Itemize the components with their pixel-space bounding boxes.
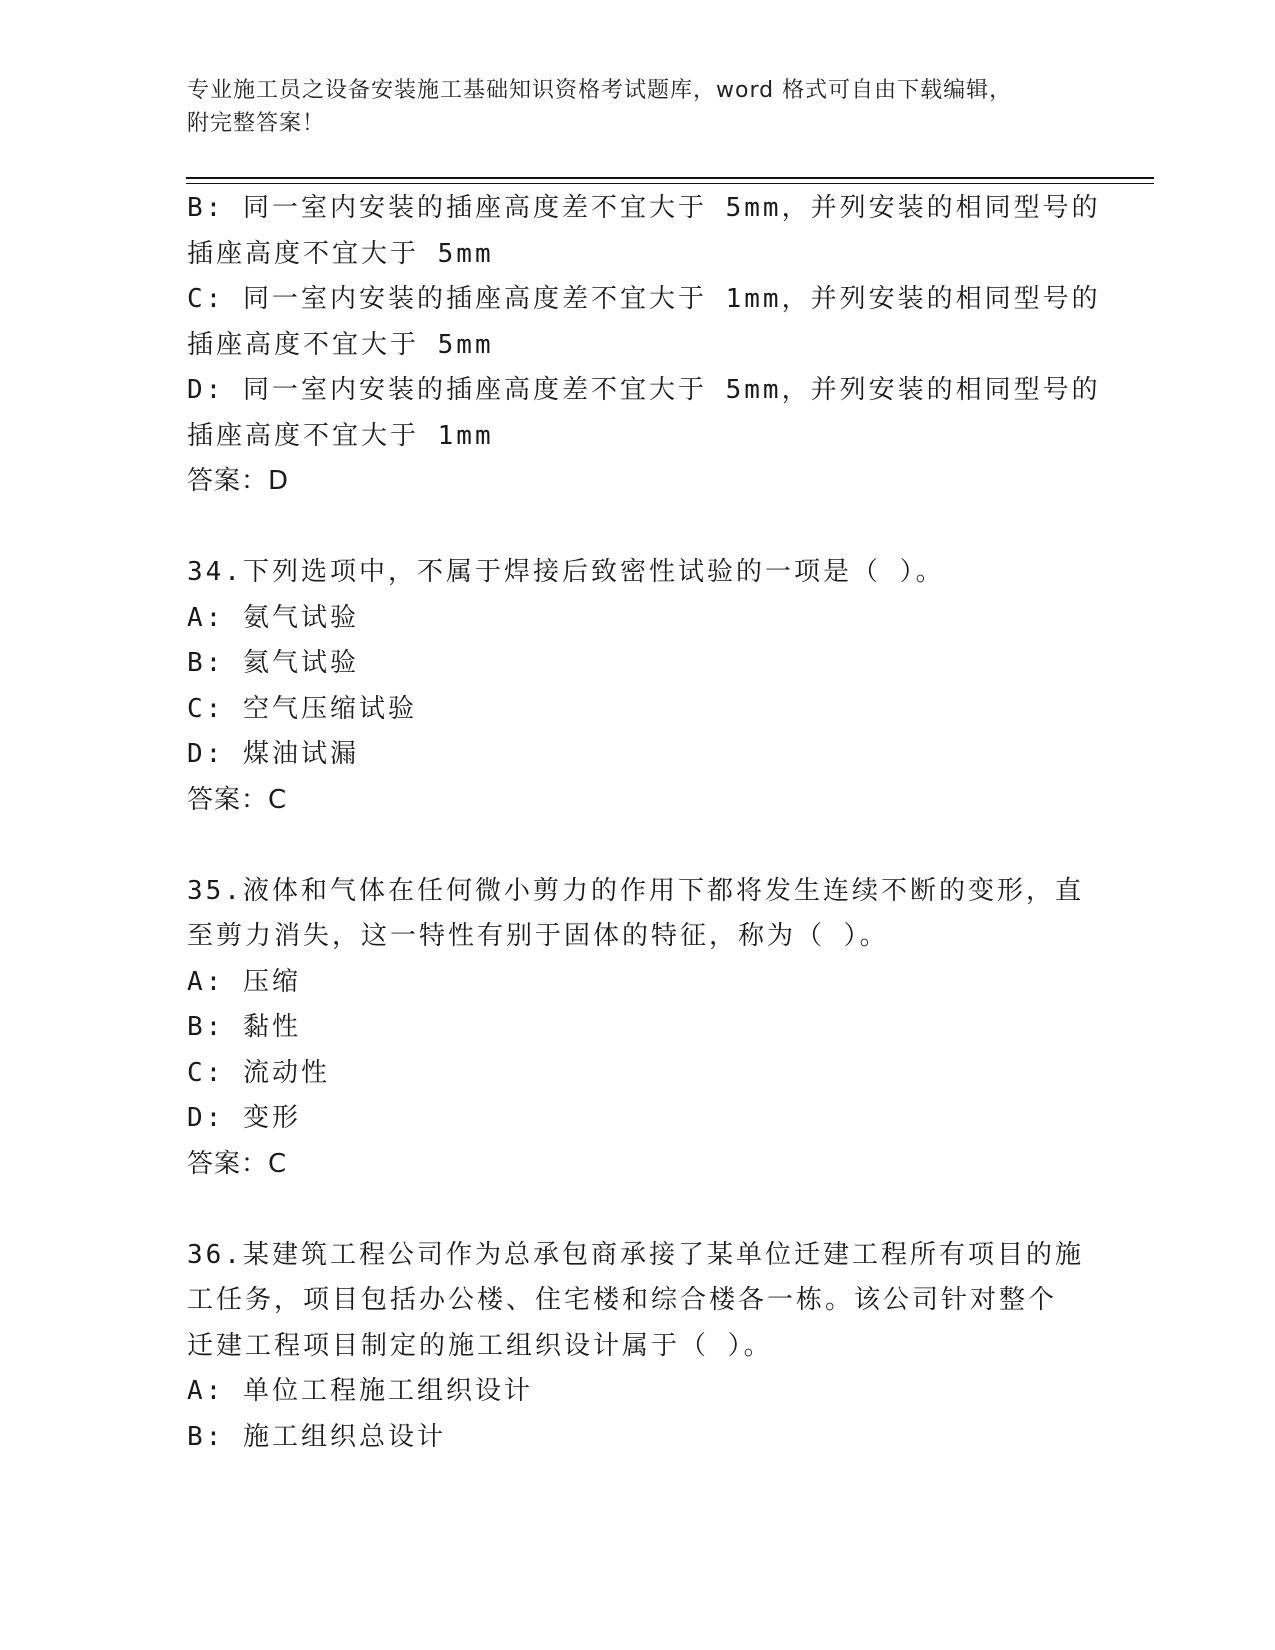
q36-question-line-3: 迁建工程项目制定的施工组织设计属于（ ）。: [187, 1330, 773, 1361]
header-rule-thin: [186, 183, 1154, 184]
q36-question-line-1: 36.某建筑工程公司作为总承包商承接了某单位迁建工程所有项目的施: [187, 1239, 1084, 1270]
q33-answer: 答案：D: [187, 466, 290, 496]
q35-answer: 答案：C: [187, 1148, 288, 1179]
question-34: [187, 550, 1087, 823]
q35-option-a: A: 压缩: [187, 966, 301, 997]
q35-question-line-1: 35.液体和气体在任何微小剪力的作用下都将发生连续不断的变形，直: [187, 875, 1084, 906]
q34-answer: 答案：C: [187, 784, 288, 815]
question-36: [187, 1233, 1087, 1461]
q33-option-d-line-2: 插座高度不宜大于 1mm: [187, 420, 494, 451]
header-line-1: 专业施工员之设备安装施工基础知识资格考试题库，word 格式可自由下载编辑，: [187, 78, 1013, 103]
q33-option-c-line-1: C: 同一室内安装的插座高度差不宜大于 1mm，并列安装的相同型号的: [187, 284, 1101, 314]
q36-question-line-2: 工任务，项目包括办公楼、住宅楼和综合楼各一栋。该公司针对整个: [187, 1285, 1058, 1315]
q33-option-d-line-1: D: 同一室内安装的插座高度差不宜大于 5mm，并列安装的相同型号的: [187, 375, 1101, 405]
question-content: [187, 186, 1101, 1460]
q34-option-b: B: 氦气试验: [187, 648, 359, 678]
q34-option-c: C: 空气压缩试验: [187, 693, 417, 724]
spacer: [187, 823, 1087, 869]
q35-option-b: B: 黏性: [187, 1012, 301, 1042]
header-line-2: 附完整答案！: [187, 111, 326, 136]
document-header: [187, 74, 1107, 140]
q36-option-b: B: 施工组织总设计: [187, 1421, 446, 1452]
spacer: [187, 1187, 1087, 1233]
q35-option-d: D: 变形: [187, 1103, 301, 1133]
spacer: [187, 505, 1087, 551]
q33-option-b-line-1: B: 同一室内安装的插座高度差不宜大于 5mm，并列安装的相同型号的: [187, 193, 1101, 223]
q33-option-c-line-2: 插座高度不宜大于 5mm: [187, 329, 494, 360]
q34-question: 34.下列选项中，不属于焊接后致密性试验的一项是（ ）。: [187, 557, 945, 587]
question-33-options: [187, 186, 1101, 505]
q34-option-a: A: 氨气试验: [187, 602, 359, 633]
q33-option-b-line-2: 插座高度不宜大于 5mm: [187, 238, 494, 269]
header-rule-thick: [186, 177, 1154, 179]
q35-question-line-2: 至剪力消失，这一特性有别于固体的特征，称为（ ）。: [187, 921, 889, 951]
q35-option-c: C: 流动性: [187, 1057, 330, 1088]
question-35: [187, 869, 1087, 1188]
q34-option-d: D: 煤油试漏: [187, 739, 359, 769]
q36-option-a: A: 单位工程施工组织设计: [187, 1376, 533, 1406]
